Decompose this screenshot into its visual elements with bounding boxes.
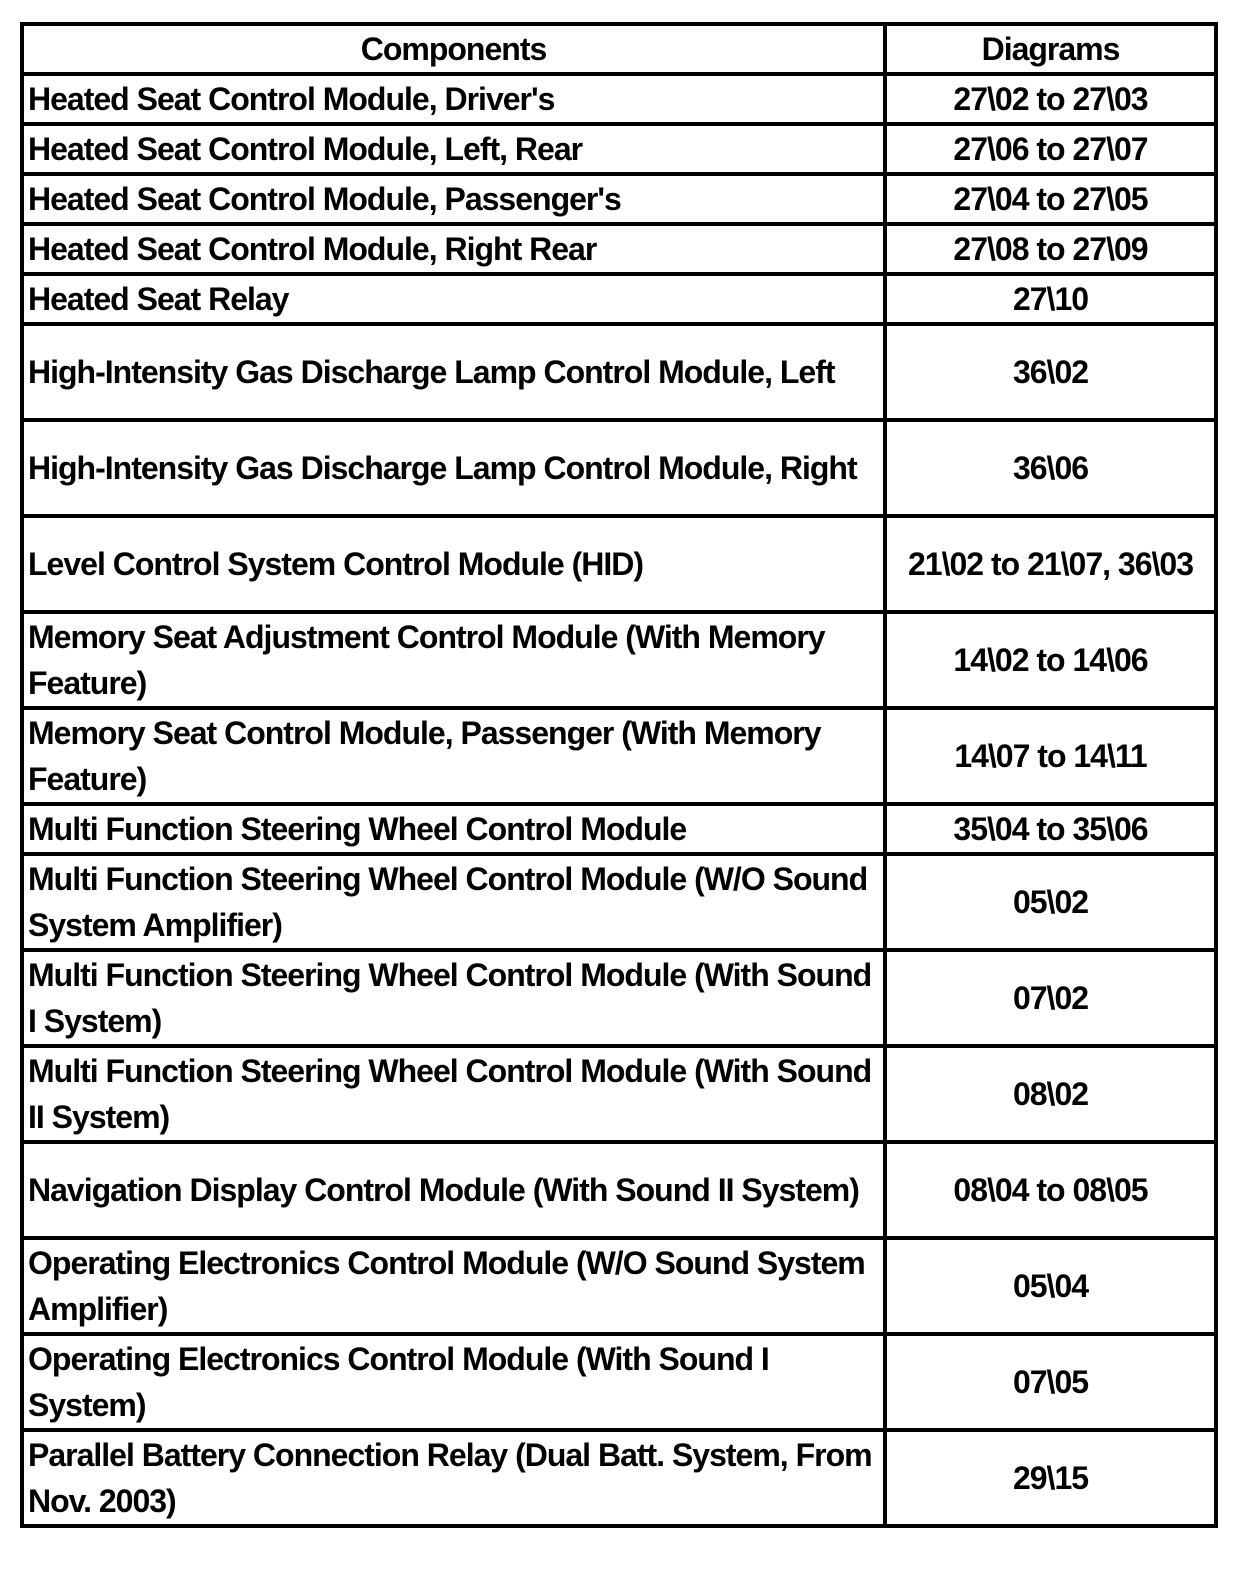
- diagrams-cell: 36\02: [885, 324, 1216, 420]
- diagrams-cell: 27\04 to 27\05: [885, 174, 1216, 224]
- diagrams-cell: 27\08 to 27\09: [885, 224, 1216, 274]
- table-row: [22, 174, 1216, 224]
- table-row: [22, 1334, 1216, 1430]
- component-cell: Operating Electronics Control Module (With Sound I System): [22, 1334, 885, 1430]
- diagrams-cell: 07\02: [885, 950, 1216, 1046]
- diagrams-cell: 14\07 to 14\11: [885, 708, 1216, 804]
- diagrams-cell: 07\05: [885, 1334, 1216, 1430]
- table-header-row: [22, 24, 1216, 74]
- diagrams-cell: 35\04 to 35\06: [885, 804, 1216, 854]
- diagrams-cell: 21\02 to 21\07, 36\03: [885, 516, 1216, 612]
- table-row: [22, 1238, 1216, 1334]
- component-cell: High-Intensity Gas Discharge Lamp Control Module, Left: [22, 324, 885, 420]
- component-cell: Memory Seat Control Module, Passenger (With Memory Feature): [22, 708, 885, 804]
- diagrams-cell: 27\02 to 27\03: [885, 74, 1216, 124]
- table-row: [22, 516, 1216, 612]
- diagrams-cell: 14\02 to 14\06: [885, 612, 1216, 708]
- component-cell: Parallel Battery Connection Relay (Dual Batt. System, From Nov. 2003): [22, 1430, 885, 1526]
- header-components: Components: [22, 24, 885, 74]
- component-cell: Operating Electronics Control Module (W/O Sound System Amplifier): [22, 1238, 885, 1334]
- component-cell: Level Control System Control Module (HID): [22, 516, 885, 612]
- component-cell: Multi Function Steering Wheel Control Module (W/O Sound System Amplifier): [22, 854, 885, 950]
- component-cell: Multi Function Steering Wheel Control Module: [22, 804, 885, 854]
- table-row: [22, 612, 1216, 708]
- header-diagrams: Diagrams: [885, 24, 1216, 74]
- component-cell: Heated Seat Control Module, Passenger's: [22, 174, 885, 224]
- component-cell: Memory Seat Adjustment Control Module (With Memory Feature): [22, 612, 885, 708]
- table-row: [22, 1046, 1216, 1142]
- component-cell: Multi Function Steering Wheel Control Module (With Sound I System): [22, 950, 885, 1046]
- diagrams-cell: 29\15: [885, 1430, 1216, 1526]
- component-cell: Navigation Display Control Module (With Sound II System): [22, 1142, 885, 1238]
- diagrams-cell: 05\04: [885, 1238, 1216, 1334]
- table-body: [22, 74, 1216, 1526]
- table-row: [22, 1430, 1216, 1526]
- table-row: [22, 804, 1216, 854]
- diagrams-cell: 05\02: [885, 854, 1216, 950]
- table-row: [22, 708, 1216, 804]
- component-cell: Heated Seat Relay: [22, 274, 885, 324]
- table-row: [22, 124, 1216, 174]
- table-row: [22, 324, 1216, 420]
- components-table-container: [20, 22, 1214, 1528]
- diagrams-cell: 27\06 to 27\07: [885, 124, 1216, 174]
- component-cell: Heated Seat Control Module, Left, Rear: [22, 124, 885, 174]
- table-row: [22, 854, 1216, 950]
- diagrams-cell: 27\10: [885, 274, 1216, 324]
- table-row: [22, 224, 1216, 274]
- table-row: [22, 420, 1216, 516]
- table-row: [22, 1142, 1216, 1238]
- table-row: [22, 950, 1216, 1046]
- diagrams-cell: 08\04 to 08\05: [885, 1142, 1216, 1238]
- components-diagrams-table: [20, 22, 1218, 1528]
- component-cell: High-Intensity Gas Discharge Lamp Control Module, Right: [22, 420, 885, 516]
- component-cell: Multi Function Steering Wheel Control Module (With Sound II System): [22, 1046, 885, 1142]
- table-row: [22, 74, 1216, 124]
- component-cell: Heated Seat Control Module, Right Rear: [22, 224, 885, 274]
- component-cell: Heated Seat Control Module, Driver's: [22, 74, 885, 124]
- table-row: [22, 274, 1216, 324]
- diagrams-cell: 36\06: [885, 420, 1216, 516]
- diagrams-cell: 08\02: [885, 1046, 1216, 1142]
